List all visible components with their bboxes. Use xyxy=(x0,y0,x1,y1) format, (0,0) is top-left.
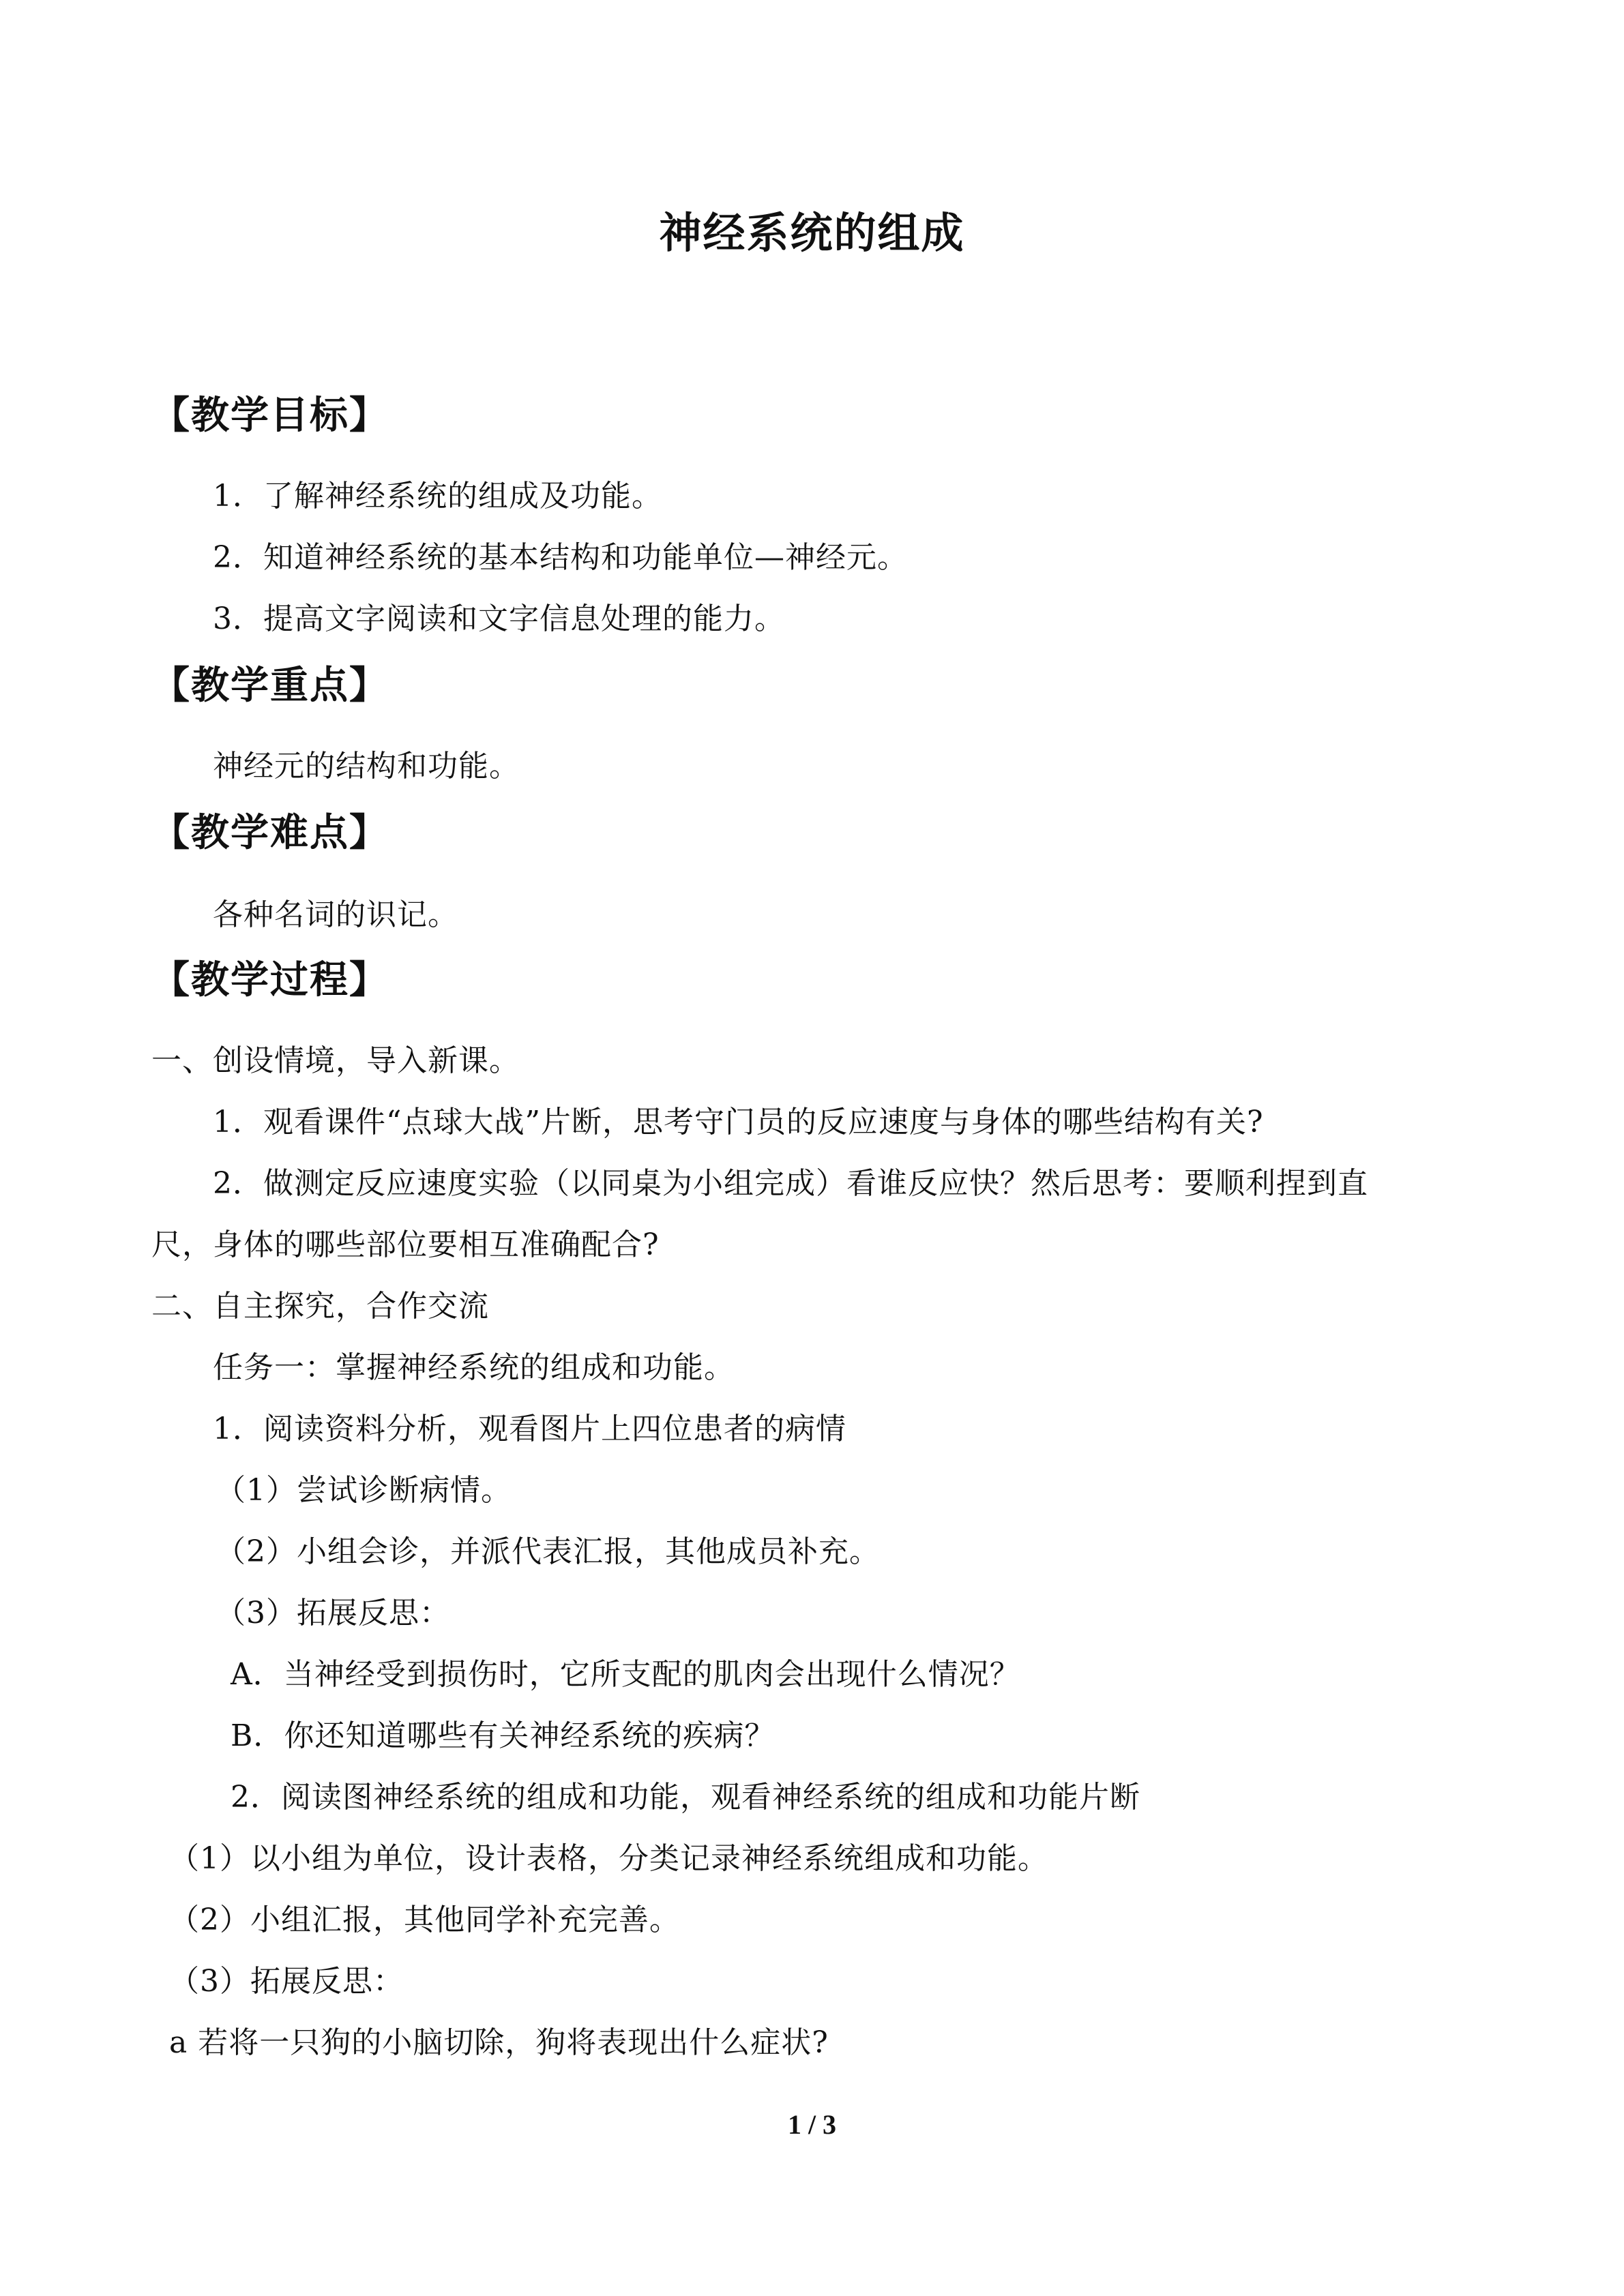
process-line: a 若将一只狗的小脑切除，狗将表现出什么症状? xyxy=(169,2025,829,2060)
process-line: （3）拓展反思： xyxy=(216,1596,450,1630)
goal-item-3: 3．提高文字阅读和文字信息处理的能力。 xyxy=(213,601,785,636)
process-line: 尺，身体的哪些部位要相互准确配合? xyxy=(151,1227,660,1262)
process-line: 任务一：掌握神经系统的组成和功能。 xyxy=(213,1350,735,1385)
process-line: 1．阅读资料分析，观看图片上四位患者的病情 xyxy=(213,1412,846,1446)
difficulties-text: 各种名词的识记。 xyxy=(213,897,458,932)
key-points-text: 神经元的结构和功能。 xyxy=(213,749,520,784)
process-line: B．你还知道哪些有关神经系统的疾病？ xyxy=(231,1718,776,1753)
process-line: A．当神经受到损伤时，它所支配的肌肉会出现什么情况？ xyxy=(231,1657,1020,1692)
process-line: 1．观看课件“点球大战”片断，思考守门员的反应速度与身体的哪些结构有关? xyxy=(213,1105,1264,1139)
page-number: 1 / 3 xyxy=(787,2109,837,2140)
process-line: 一、创设情境，导入新课。 xyxy=(151,1043,520,1078)
process-line: （3）拓展反思： xyxy=(169,1964,404,1999)
process-line: 二、自主探究，合作交流 xyxy=(151,1289,489,1324)
goal-item-2: 2．知道神经系统的基本结构和功能单位—神经元。 xyxy=(213,540,908,575)
heading-difficulties: 【教学难点】 xyxy=(151,811,389,855)
process-line: （1）以小组为单位，设计表格，分类记录神经系统组成和功能。 xyxy=(169,1841,1048,1876)
process-line: （1）尝试诊断病情。 xyxy=(216,1473,512,1508)
process-line: 2．做测定反应速度实验（以同桌为小组完成）看谁反应快？然后思考：要顺利捏到直 xyxy=(213,1166,1368,1201)
goal-item-1: 1．了解神经系统的组成及功能。 xyxy=(213,479,662,513)
document-title: 神经系统的组成 xyxy=(659,208,965,258)
heading-teaching-goals: 【教学目标】 xyxy=(151,393,389,438)
heading-teaching-process: 【教学过程】 xyxy=(151,958,389,1002)
process-line: 2．阅读图神经系统的组成和功能，观看神经系统的组成和功能片断 xyxy=(231,1780,1140,1815)
process-line: （2）小组汇报，其他同学补充完善。 xyxy=(169,1903,680,1937)
process-line: （2）小组会诊，并派代表汇报，其他成员补充。 xyxy=(216,1534,880,1569)
heading-key-points: 【教学重点】 xyxy=(151,664,389,708)
